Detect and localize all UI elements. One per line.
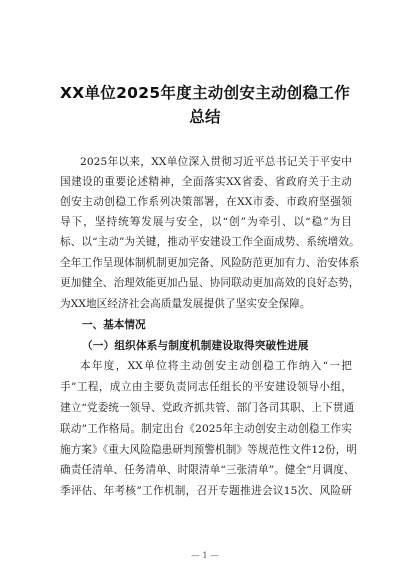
intro-line-5: 标、以“主动”为关键，推动平安建设工作全面成势、系统增效。	[60, 236, 360, 248]
section-heading-basic-info: 一、基本情况	[82, 319, 146, 331]
intro-line-2: 国建设的重要论述精神，全面落实XX省委、省政府关于主动	[60, 176, 352, 188]
intro-line-4: 导下，坚持统筹发展与安全，以“创”为牵引、以“稳”为目	[60, 216, 352, 228]
para2-line-4: 联动”工作格局。制定出台《2025年主动创安主动创稳工作实	[60, 423, 352, 435]
document-title-line-2: 总结	[189, 108, 221, 126]
document-title-line-1: XX单位2025年度主动创安主动创稳工作	[59, 84, 351, 102]
page-number: — 1 —	[191, 551, 219, 561]
para2-line-3: 建立“党委统一领导、党政齐抓共管、部门各司其职、上下贯通	[60, 402, 355, 414]
para2-line-1: 本年度，XX单位将主动创安主动创稳工作纳入“一把	[80, 360, 352, 372]
intro-line-7: 更加健全、治理效能更加凸显、协同联动更加高效的良好态势，	[60, 277, 360, 289]
para2-line-6: 确责任清单、任务清单、时限清单“三张清单”。健全“月调度、	[60, 464, 355, 476]
para2-line-2: 手”工程，成立由主要负责同志任组长的平安建设领导小组，	[60, 381, 352, 393]
subsection-heading-organization: （一）组织体系与制度机制建设取得突破性进展	[82, 340, 309, 352]
para2-line-5: 施方案》《重大风险隐患研判预警机制》等规范性文件12份，明	[60, 444, 358, 456]
intro-line-1: 2025年以来，XX单位深入贯彻习近平总书记关于平安中	[80, 156, 352, 168]
para2-line-7: 季评估、年考核”工作机制，召开专题推进会议15次、风险研	[60, 485, 352, 497]
intro-line-6: 全年工作呈现体制机制更加完备、风险防范更加有力、治安体系	[60, 257, 360, 269]
intro-line-3: 创安主动创稳工作系列决策部署，在XX市委、市政府坚强领	[60, 196, 352, 208]
intro-line-8: 为XX地区经济社会高质量发展提供了坚实安全保障。	[60, 298, 311, 310]
